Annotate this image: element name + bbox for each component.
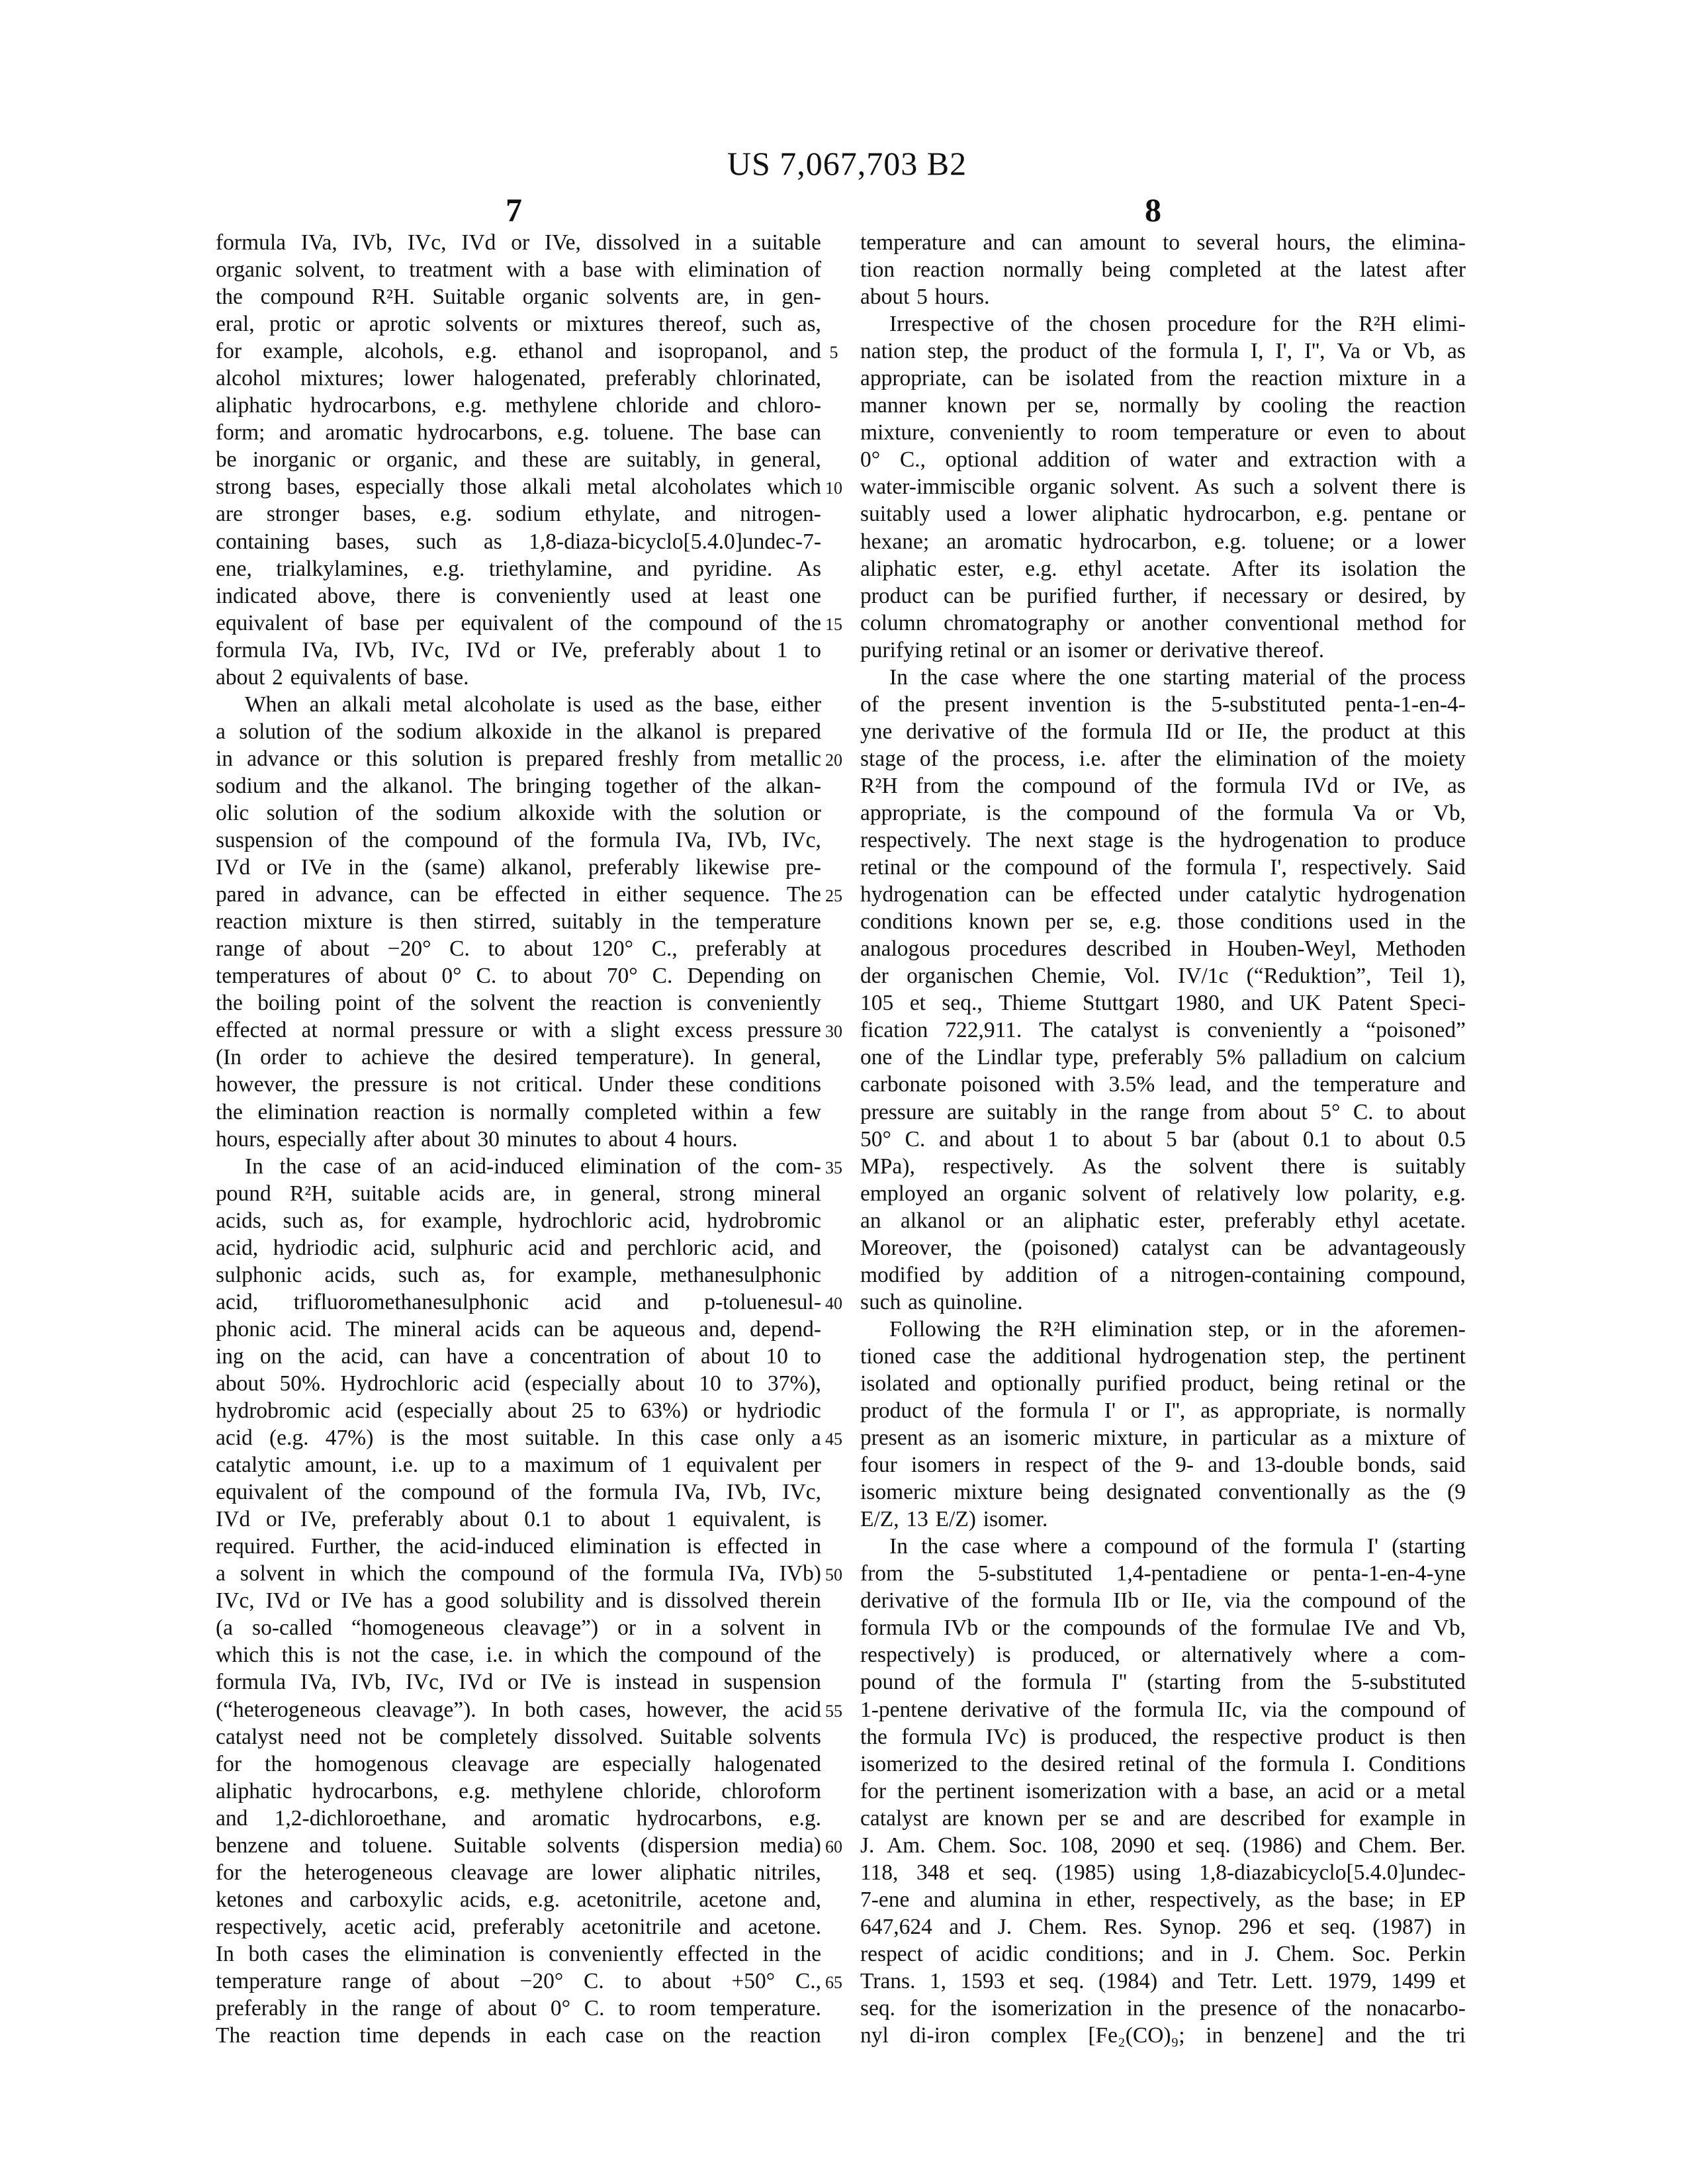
text-line: derivative of the formula IIb or IIe, via the compound of the <box>860 1587 1466 1614</box>
text-line: formula IVa, IVb, IVc, IVd or IVe, dissolved in a suitable <box>216 229 821 256</box>
text-line: water-immiscible organic solvent. As such a solvent there is <box>860 473 1466 500</box>
line-number: 55 <box>821 1698 847 1725</box>
text-line: about 50%. Hydrochloric acid (especially about 10 to 37%), <box>216 1370 821 1397</box>
right-text-column <box>860 229 1466 2049</box>
text-line: form; and aromatic hydrocarbons, e.g. toluene. The base can <box>216 419 821 446</box>
text-line: temperatures of about 0° C. to about 70° C. Depending on <box>216 962 821 989</box>
text-line: formula IVa, IVb, IVc, IVd or IVe, preferably about 1 to <box>216 637 821 664</box>
text-line: acids, such as, for example, hydrochloric acid, hydrobromic <box>216 1207 821 1234</box>
text-line: benzene and toluene. Suitable solvents (dispersion media) <box>216 1832 821 1859</box>
text-line: analogous procedures described in Houben-Weyl, Methoden <box>860 935 1466 962</box>
text-line: IVc, IVd or IVe has a good solubility and is dissolved therein <box>216 1587 821 1614</box>
text-line: respectively, acetic acid, preferably acetonitrile and acetone. <box>216 1913 821 1940</box>
text-line: 50° C. and about 1 to about 5 bar (about 0.1 to about 0.5 <box>860 1126 1466 1153</box>
line-number: 45 <box>821 1426 847 1453</box>
line-number: 60 <box>821 1833 847 1860</box>
text-line: Irrespective of the chosen procedure for the R²H elimi- <box>860 310 1466 338</box>
line-number: 5 <box>821 339 847 366</box>
text-line: Moreover, the (poisoned) catalyst can be advantageously <box>860 1234 1466 1261</box>
text-line: conditions known per se, e.g. those conditions used in the <box>860 908 1466 935</box>
text-line: catalyst are known per se and are described for example in <box>860 1805 1466 1832</box>
page-number-right: 8 <box>1145 191 1161 229</box>
text-line: temperature range of about −20° C. to about +50° C., <box>216 1968 821 1995</box>
text-line: The reaction time depends in each case on the reaction <box>216 2022 821 2049</box>
text-line: Trans. 1, 1593 et seq. (1984) and Tetr. Lett. 1979, 1499 et <box>860 1968 1466 1995</box>
text-line: 105 et seq., Thieme Stuttgart 1980, and UK Patent Speci- <box>860 989 1466 1017</box>
text-line: formula IVb or the compounds of the formulae IVe and Vb, <box>860 1614 1466 1641</box>
text-line: IVd or IVe in the (same) alkanol, preferably likewise pre- <box>216 854 821 881</box>
text-line: respectively. The next stage is the hydrogenation to produce <box>860 827 1466 854</box>
text-line: 7-ene and alumina in ether, respectively, as the base; in EP <box>860 1886 1466 1913</box>
text-line: are stronger bases, e.g. sodium ethylate, and nitrogen- <box>216 500 821 527</box>
text-line: suspension of the compound of the formula IVa, IVb, IVc, <box>216 827 821 854</box>
text-line: mixture, conveniently to room temperature or even to about <box>860 419 1466 446</box>
text-line: aliphatic hydrocarbons, e.g. methylene chloride, chloroform <box>216 1778 821 1805</box>
text-line: pound of the formula I'' (starting from the 5-substituted <box>860 1668 1466 1696</box>
text-line: for the heterogeneous cleavage are lower aliphatic nitriles, <box>216 1859 821 1886</box>
text-line: (“heterogeneous cleavage”). In both cases, however, the acid <box>216 1696 821 1723</box>
text-line: tion reaction normally being completed at the latest after <box>860 256 1466 283</box>
text-line: for example, alcohols, e.g. ethanol and isopropanol, and <box>216 338 821 365</box>
line-number: 65 <box>821 1969 847 1996</box>
text-line: MPa), respectively. As the solvent there is suitably <box>860 1153 1466 1180</box>
line-number: 10 <box>821 475 847 502</box>
text-line: organic solvent, to treatment with a base with elimination of <box>216 256 821 283</box>
text-line: aliphatic hydrocarbons, e.g. methylene chloride and chloro- <box>216 392 821 419</box>
text-line: (a so-called “homogeneous cleavage”) or in a solvent in <box>216 1614 821 1641</box>
text-line: phonic acid. The mineral acids can be aqueous and, depend- <box>216 1316 821 1343</box>
text-line: column chromatography or another conventional method for <box>860 610 1466 637</box>
text-line: R²H from the compound of the formula IVd or IVe, as <box>860 772 1466 799</box>
text-line: When an alkali metal alcoholate is used as the base, either <box>216 691 821 718</box>
left-text-column <box>216 229 821 2049</box>
page-number-left: 7 <box>506 191 522 229</box>
text-line: alcohol mixtures; lower halogenated, preferably chlorinated, <box>216 365 821 392</box>
text-line: In both cases the elimination is conveniently effected in the <box>216 1940 821 1968</box>
text-line: suitably used a lower aliphatic hydrocarbon, e.g. pentane or <box>860 500 1466 527</box>
text-line: ene, trialkylamines, e.g. triethylamine, and pyridine. As <box>216 555 821 582</box>
text-line: strong bases, especially those alkali metal alcoholates which <box>216 473 821 500</box>
text-line: preferably in the range of about 0° C. to room temperature. <box>216 1995 821 2022</box>
text-line: In the case where the one starting material of the process <box>860 664 1466 691</box>
text-line: appropriate, can be isolated from the reaction mixture in a <box>860 365 1466 392</box>
text-line: product can be purified further, if necessary or desired, by <box>860 582 1466 610</box>
text-line: (In order to achieve the desired temperature). In general, <box>216 1044 821 1071</box>
text-line: hexane; an aromatic hydrocarbon, e.g. toluene; or a lower <box>860 528 1466 555</box>
text-line: pound R²H, suitable acids are, in general, strong mineral <box>216 1180 821 1207</box>
text-line: stage of the process, i.e. after the elimination of the moiety <box>860 745 1466 772</box>
text-line: manner known per se, normally by cooling the reaction <box>860 392 1466 419</box>
text-line: nation step, the product of the formula I, I', I'', Va or Vb, as <box>860 338 1466 365</box>
text-line: which this is not the case, i.e. in which the compound of the <box>216 1641 821 1668</box>
text-line: Following the R²H elimination step, or in the aforemen- <box>860 1316 1466 1343</box>
text-line: IVd or IVe, preferably about 0.1 to about 1 equivalent, is <box>216 1506 821 1533</box>
text-line: catalytic amount, i.e. up to a maximum of 1 equivalent per <box>216 1451 821 1479</box>
text-line: 118, 348 et seq. (1985) using 1,8-diazabicyclo[5.4.0]undec- <box>860 1859 1466 1886</box>
text-line: modified by addition of a nitrogen-containing compound, <box>860 1261 1466 1289</box>
text-line: tioned case the additional hydrogenation step, the pertinent <box>860 1343 1466 1370</box>
text-line: E/Z, 13 E/Z) isomer. <box>860 1506 1466 1533</box>
text-line: required. Further, the acid-induced elimination is effected in <box>216 1533 821 1560</box>
text-line: In the case where a compound of the formula I' (starting <box>860 1533 1466 1560</box>
text-line: in advance or this solution is prepared freshly from metallic <box>216 745 821 772</box>
text-line: isomeric mixture being designated conventionally as the (9 <box>860 1479 1466 1506</box>
text-line: retinal or the compound of the formula I', respectively. Said <box>860 854 1466 881</box>
text-line: purifying retinal or an isomer or derivative thereof. <box>860 637 1466 664</box>
line-number: 50 <box>821 1561 847 1588</box>
text-line: appropriate, is the compound of the formula Va or Vb, <box>860 799 1466 827</box>
text-line: hydrobromic acid (especially about 25 to 63%) or hydriodic <box>216 1397 821 1424</box>
text-line: 1-pentene derivative of the formula IIc, via the compound of <box>860 1696 1466 1723</box>
text-line: respectively) is produced, or alternatively where a com- <box>860 1641 1466 1668</box>
text-line: present as an isomeric mixture, in particular as a mixture of <box>860 1424 1466 1451</box>
text-line: aliphatic ester, e.g. ethyl acetate. After its isolation the <box>860 555 1466 582</box>
text-line: pared in advance, can be effected in either sequence. The <box>216 881 821 908</box>
line-number: 20 <box>821 747 847 774</box>
text-line: acid (e.g. 47%) is the most suitable. In this case only a <box>216 1424 821 1451</box>
text-line: nyl di-iron complex [Fe₂(CO)₉; in benzene] and the tri <box>860 2022 1466 2049</box>
line-number: 35 <box>821 1154 847 1181</box>
text-line: a solution of the sodium alkoxide in the alkanol is prepared <box>216 718 821 745</box>
text-line: 647,624 and J. Chem. Res. Synop. 296 et seq. (1987) in <box>860 1913 1466 1940</box>
text-line: a solvent in which the compound of the formula IVa, IVb) <box>216 1560 821 1587</box>
text-line: J. Am. Chem. Soc. 108, 2090 et seq. (1986) and Chem. Ber. <box>860 1832 1466 1859</box>
text-line: respect of acidic conditions; and in J. Chem. Soc. Perkin <box>860 1940 1466 1968</box>
text-line: sodium and the alkanol. The bringing together of the alkan- <box>216 772 821 799</box>
text-line: yne derivative of the formula IId or IIe, the product at this <box>860 718 1466 745</box>
text-line: for the pertinent isomerization with a base, an acid or a metal <box>860 1778 1466 1805</box>
text-line: the formula IVc) is produced, the respective product is then <box>860 1723 1466 1751</box>
text-line: hours, especially after about 30 minutes to about 4 hours. <box>216 1126 821 1153</box>
text-line: eral, protic or aprotic solvents or mixtures thereof, such as, <box>216 310 821 338</box>
text-line: 0° C., optional addition of water and extraction with a <box>860 446 1466 473</box>
text-line: however, the pressure is not critical. Under these conditions <box>216 1071 821 1098</box>
text-line: der organischen Chemie, Vol. IV/1c (“Reduktion”, Teil 1), <box>860 962 1466 989</box>
text-line: carbonate poisoned with 3.5% lead, and the temperature and <box>860 1071 1466 1098</box>
text-line: fication 722,911. The catalyst is conveniently a “poisoned” <box>860 1017 1466 1044</box>
text-line: product of the formula I' or I'', as appropriate, is normally <box>860 1397 1466 1424</box>
text-line: sulphonic acids, such as, for example, methanesulphonic <box>216 1261 821 1289</box>
text-line: effected at normal pressure or with a slight excess pressure <box>216 1017 821 1044</box>
text-line: indicated above, there is conveniently used at least one <box>216 582 821 610</box>
text-line: such as quinoline. <box>860 1289 1466 1316</box>
text-line: of the present invention is the 5-substituted penta-1-en-4- <box>860 691 1466 718</box>
text-line: seq. for the isomerization in the presence of the nonacarbo- <box>860 1995 1466 2022</box>
text-line: one of the Lindlar type, preferably 5% palladium on calcium <box>860 1044 1466 1071</box>
text-line: equivalent of the compound of the formula IVa, IVb, IVc, <box>216 1479 821 1506</box>
text-line: about 5 hours. <box>860 283 1466 310</box>
text-line: and 1,2-dichloroethane, and aromatic hydrocarbons, e.g. <box>216 1805 821 1832</box>
text-line: about 2 equivalents of base. <box>216 664 821 691</box>
text-line: the compound R²H. Suitable organic solvents are, in gen- <box>216 283 821 310</box>
text-line: In the case of an acid-induced elimination of the com- <box>216 1153 821 1180</box>
text-line: isomerized to the desired retinal of the formula I. Conditions <box>860 1751 1466 1778</box>
text-line: equivalent of base per equivalent of the compound of the <box>216 610 821 637</box>
text-line: temperature and can amount to several hours, the elimina- <box>860 229 1466 256</box>
text-line: containing bases, such as 1,8-diaza-bicyclo[5.4.0]undec-7- <box>216 528 821 555</box>
text-line: the elimination reaction is normally completed within a few <box>216 1099 821 1126</box>
text-line: be inorganic or organic, and these are suitably, in general, <box>216 446 821 473</box>
text-line: formula IVa, IVb, IVc, IVd or IVe is instead in suspension <box>216 1668 821 1696</box>
text-line: four isomers in respect of the 9- and 13-double bonds, said <box>860 1451 1466 1479</box>
text-line: reaction mixture is then stirred, suitably in the temperature <box>216 908 821 935</box>
text-line: acid, hydriodic acid, sulphuric acid and perchloric acid, and <box>216 1234 821 1261</box>
text-line: hydrogenation can be effected under catalytic hydrogenation <box>860 881 1466 908</box>
text-line: ketones and carboxylic acids, e.g. acetonitrile, acetone and, <box>216 1886 821 1913</box>
text-line: from the 5-substituted 1,4-pentadiene or penta-1-en-4-yne <box>860 1560 1466 1587</box>
text-line: isolated and optionally purified product, being retinal or the <box>860 1370 1466 1397</box>
text-line: employed an organic solvent of relatively low polarity, e.g. <box>860 1180 1466 1207</box>
text-line: ing on the acid, can have a concentration of about 10 to <box>216 1343 821 1370</box>
text-line: acid, trifluoromethanesulphonic acid and p-toluenesul- <box>216 1289 821 1316</box>
patent-header: US 7,067,703 B2 <box>0 144 1694 183</box>
text-line: olic solution of the sodium alkoxide with the solution or <box>216 799 821 827</box>
text-line: catalyst need not be completely dissolved. Suitable solvents <box>216 1723 821 1751</box>
text-line: pressure are suitably in the range from about 5° C. to about <box>860 1099 1466 1126</box>
line-number: 30 <box>821 1018 847 1045</box>
line-number: 25 <box>821 882 847 909</box>
line-number: 40 <box>821 1290 847 1317</box>
text-line: range of about −20° C. to about 120° C., preferably at <box>216 935 821 962</box>
text-line: the boiling point of the solvent the reaction is conveniently <box>216 989 821 1017</box>
text-line: for the homogenous cleavage are especially halogenated <box>216 1751 821 1778</box>
line-number: 15 <box>821 611 847 638</box>
text-line: an alkanol or an aliphatic ester, preferably ethyl acetate. <box>860 1207 1466 1234</box>
